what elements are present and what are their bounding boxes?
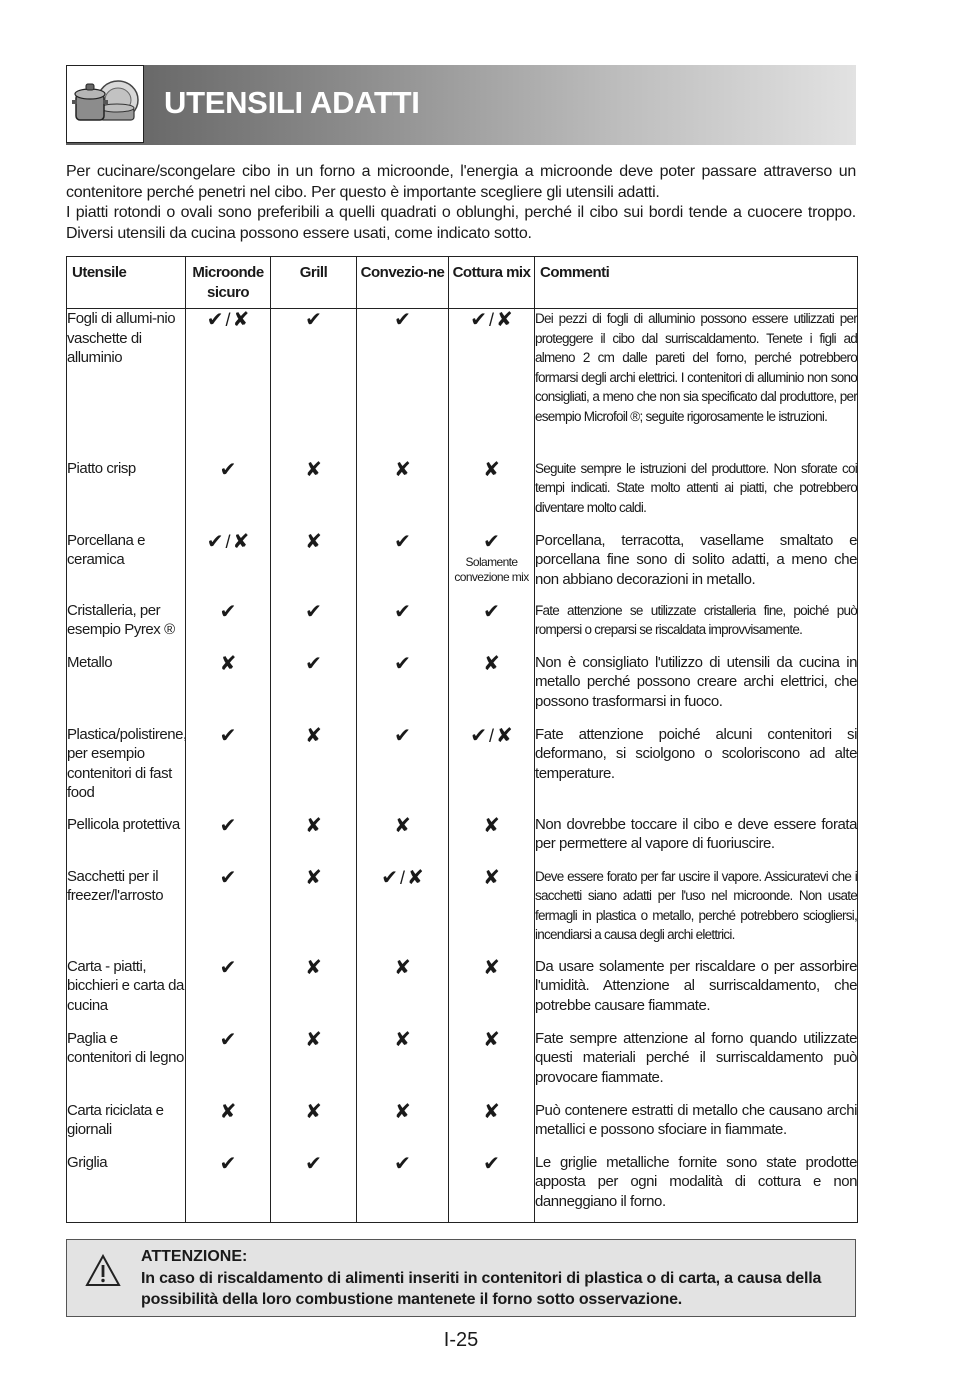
check-icon: ✔	[394, 600, 411, 623]
mix-compatibility	[449, 1101, 535, 1153]
cross-icon: ✘	[219, 1100, 237, 1123]
utensil-name: Carta riciclata e giornali	[67, 1101, 186, 1153]
cross-icon: ✘	[394, 814, 411, 837]
convezione-compatibility	[357, 1101, 449, 1153]
convezione-compatibility	[357, 815, 449, 867]
microonde-compatibility	[186, 309, 271, 459]
microonde-compatibility	[186, 1101, 271, 1153]
utensil-name: Griglia	[67, 1153, 186, 1223]
check-icon: ✔	[305, 309, 322, 331]
mix-compatibility	[449, 309, 535, 459]
table-row	[67, 459, 858, 531]
table-row	[67, 1101, 858, 1153]
table-row	[67, 531, 858, 601]
convezione-compatibility	[357, 725, 449, 815]
cross-icon: ✘	[232, 530, 250, 553]
check-icon: ✔	[483, 1152, 500, 1175]
table-row	[67, 653, 858, 725]
check-icon: ✔	[206, 530, 224, 553]
grill-compatibility	[271, 1101, 357, 1153]
check-icon: ✔	[394, 309, 411, 331]
table-row	[67, 1029, 858, 1101]
mix-compatibility	[449, 725, 535, 815]
check-icon: ✔	[219, 866, 237, 889]
cross-icon: ✘	[219, 652, 237, 675]
check-icon: ✔	[219, 956, 237, 979]
cross-icon: ✘	[483, 1028, 500, 1051]
utensil-comment: Fate attenzione se utilizzate cristalleria fine, poiché può rompersi o creparsi se riscaldata improvvisamente.	[535, 601, 858, 653]
page-number: I-25	[443, 1329, 479, 1351]
cross-icon: ✘	[483, 866, 500, 889]
utensil-name: Carta - piatti, bicchieri e carta da cucina	[67, 957, 186, 1029]
cross-icon: ✘	[483, 652, 500, 675]
grill-compatibility	[271, 1153, 357, 1223]
utensil-comment: Seguite sempre le istruzioni del produttore. Non sforate coi tempi indicati. State molto attenti ai piatti, che potrebbero diventare molto caldi.	[535, 459, 858, 531]
convezione-compatibility	[357, 957, 449, 1029]
cross-icon: ✘	[394, 1028, 411, 1051]
cross-icon: ✘	[483, 1100, 500, 1123]
cross-icon: ✘	[305, 814, 322, 837]
table-row	[67, 957, 858, 1029]
check-icon: ✔	[219, 600, 237, 623]
cross-icon: ✘	[394, 956, 411, 979]
separator: /	[488, 725, 494, 746]
convezione-compatibility	[357, 601, 449, 653]
utensil-comment: Porcellana, terracotta, vasellame smaltato e porcellana fine sono di solito adatti, a meno che non abbiano decorazioni in metallo.	[535, 531, 858, 601]
check-icon: ✔	[483, 600, 500, 623]
microonde-compatibility	[186, 815, 271, 867]
table-row	[67, 815, 858, 867]
grill-compatibility	[271, 459, 357, 531]
check-icon: ✔	[219, 724, 237, 747]
cross-icon: ✘	[394, 458, 411, 481]
table-row	[67, 1153, 858, 1223]
check-icon: ✔	[470, 309, 487, 331]
check-icon: ✔	[219, 458, 237, 481]
cross-icon: ✘	[305, 530, 322, 553]
utensil-comment: Fate sempre attenzione al forno quando utilizzate questi materiali perché il surriscaldamento può provocare fiammate.	[535, 1029, 858, 1101]
convezione-compatibility	[357, 1029, 449, 1101]
microonde-compatibility	[186, 653, 271, 725]
utensil-name: Piatto crisp	[67, 459, 186, 531]
utensil-name: Metallo	[67, 653, 186, 725]
page-title: UTENSILI ADATTI	[164, 85, 420, 120]
utensil-name: Plastica/polistirene, per esempio contenitori di fast food	[67, 725, 186, 815]
header-mix: Cottura mix	[449, 257, 535, 309]
warning-box	[66, 1239, 856, 1317]
mix-compatibility	[449, 815, 535, 867]
cross-icon: ✘	[305, 1100, 322, 1123]
cross-icon: ✘	[407, 866, 424, 889]
cross-icon: ✘	[305, 956, 322, 979]
microonde-compatibility	[186, 957, 271, 1029]
microonde-compatibility	[186, 459, 271, 531]
microonde-compatibility	[186, 725, 271, 815]
mix-compatibility	[449, 601, 535, 653]
grill-compatibility	[271, 1029, 357, 1101]
utensil-comment: Dei pezzi di fogli di alluminio possono essere utilizzati per proteggere il cibo dal surriscaldamento. Tenete i figli ad almeno 2 cm dalle pareti del forno, perché potrebbero formarsi degli archi elettrici. I contenitori di alluminio non sono consigliati, a meno che non sia specificato dal produttore, per esempio Microfoil ®; seguite rigorosamente le istruzioni.	[535, 309, 858, 459]
check-icon: ✔	[305, 600, 322, 623]
utensil-comment: Non è consigliato l'utilizzo di utensili da cucina in metallo perché possono creare archi elettrici, che possono trasformarsi in fuoco.	[535, 653, 858, 725]
convezione-compatibility	[357, 531, 449, 601]
convezione-compatibility	[357, 459, 449, 531]
warning-title: ATTENZIONE:	[141, 1248, 248, 1265]
cross-icon: ✘	[232, 309, 250, 331]
grill-compatibility	[271, 601, 357, 653]
separator: /	[488, 310, 494, 330]
separator: /	[225, 310, 231, 330]
cross-icon: ✘	[305, 866, 322, 889]
utensil-name: Porcellana e ceramica	[67, 531, 186, 601]
cross-icon: ✘	[394, 1100, 411, 1123]
header-commenti: Commenti	[535, 257, 858, 309]
header-microonde: Microonde sicuro	[186, 257, 271, 309]
check-icon: ✔	[483, 530, 500, 553]
header-utensile: Utensile	[67, 257, 186, 309]
mix-compatibility	[449, 531, 535, 601]
check-icon: ✔	[219, 1028, 237, 1051]
utensils-table	[66, 256, 858, 1223]
mix-compatibility	[449, 1153, 535, 1223]
check-icon: ✔	[219, 814, 237, 837]
check-icon: ✔	[305, 1152, 322, 1175]
grill-compatibility	[271, 653, 357, 725]
utensil-name: Sacchetti per il freezer/l'arrosto	[67, 867, 186, 957]
utensil-comment: Deve essere forato per far uscire il vapore. Assicuratevi che i sacchetti siano adatti per l'uso nel microonde. Non usate fermagli in plastica o metallo, perché potrebbero sciogliersi, incendiarsi a causa degli archi elettrici.	[535, 867, 858, 957]
microonde-compatibility	[186, 601, 271, 653]
check-icon: ✔	[394, 530, 411, 553]
table-header-row	[67, 257, 858, 309]
check-icon: ✔	[394, 1152, 411, 1175]
table-row	[67, 867, 858, 957]
convezione-compatibility	[357, 867, 449, 957]
utensil-comment: Da usare solamente per riscaldare o per assorbire l'umidità. Attenzione al surriscaldamento, che potrebbe causare fiammate.	[535, 957, 858, 1029]
cross-icon: ✘	[483, 814, 500, 837]
mix-note: Solamente convezione mix	[454, 554, 529, 584]
check-icon: ✔	[394, 652, 411, 675]
microonde-compatibility	[186, 867, 271, 957]
separator: /	[225, 531, 231, 552]
convezione-compatibility	[357, 1153, 449, 1223]
convezione-compatibility	[357, 653, 449, 725]
cross-icon: ✘	[305, 458, 322, 481]
table-row	[67, 725, 858, 815]
separator: /	[399, 867, 405, 888]
utensil-comment: Fate attenzione poiché alcuni contenitori si deformano, si sciolgono o scoloriscono ad alte temperature.	[535, 725, 858, 815]
microonde-compatibility	[186, 1153, 271, 1223]
table-row	[67, 309, 858, 459]
check-icon: ✔	[394, 724, 411, 747]
mix-compatibility	[449, 867, 535, 957]
grill-compatibility	[271, 957, 357, 1029]
check-icon: ✔	[305, 652, 322, 675]
grill-compatibility	[271, 725, 357, 815]
convezione-compatibility	[357, 309, 449, 459]
utensil-name: Paglia e contenitori di legno	[67, 1029, 186, 1101]
utensil-name: Fogli di allumi-nio vaschette di alluminio	[67, 309, 186, 459]
microonde-compatibility	[186, 531, 271, 601]
mix-compatibility	[449, 459, 535, 531]
intro-text	[66, 162, 856, 244]
cookware-icon	[66, 65, 144, 143]
check-icon: ✔	[206, 309, 224, 331]
utensil-comment: Non dovrebbe toccare il cibo e deve essere forata per permettere al vapore di fuoriuscire.	[535, 815, 858, 867]
section-header	[66, 65, 856, 145]
header-convezione: Convezio-ne	[357, 257, 449, 309]
table-row	[67, 601, 858, 653]
utensil-comment: Può contenere estratti di metallo che causano archi metallici e possono sfociare in fiammate.	[535, 1101, 858, 1153]
microonde-compatibility	[186, 1029, 271, 1101]
cross-icon: ✘	[305, 724, 322, 747]
check-icon: ✔	[219, 1152, 237, 1175]
check-icon: ✔	[381, 866, 398, 889]
warning-text: In caso di riscaldamento di alimenti inseriti in contenitori di plastica o di carta, a causa della possibilità della loro combustione mantenete il forno sotto osservazione.	[141, 1270, 822, 1308]
grill-compatibility	[271, 531, 357, 601]
grill-compatibility	[271, 867, 357, 957]
grill-compatibility	[271, 815, 357, 867]
mix-compatibility	[449, 957, 535, 1029]
intro-paragraph: Per cucinare/scongelare cibo in un forno a microonde, l'energia a microonde deve poter passare attraverso un contenitore perché penetri nel cibo. Per questo è importante scegliere gli utensili adatti.	[66, 163, 856, 201]
header-grill: Grill	[271, 257, 357, 309]
mix-compatibility	[449, 1029, 535, 1101]
cross-icon: ✘	[496, 309, 513, 331]
utensil-name: Cristalleria, per esempio Pyrex ®	[67, 601, 186, 653]
grill-compatibility	[271, 309, 357, 459]
utensil-comment: Le griglie metalliche fornite sono state prodotte apposta per ogni modalità di cottura e non danneggiano il forno.	[535, 1153, 858, 1223]
intro-paragraph: I piatti rotondi o ovali sono preferibili a quelli quadrati o oblunghi, perché il cibo sui bordi tende a cuocere troppo. Diversi utensili da cucina possono essere usati, come indicato sotto.	[66, 204, 856, 242]
cross-icon: ✘	[305, 1028, 322, 1051]
cross-icon: ✘	[496, 724, 513, 747]
check-icon: ✔	[470, 724, 487, 747]
warning-triangle-icon	[85, 1254, 121, 1288]
cross-icon: ✘	[483, 956, 500, 979]
utensil-name: Pellicola protettiva	[67, 815, 186, 867]
cross-icon: ✘	[483, 458, 500, 481]
mix-compatibility	[449, 653, 535, 725]
